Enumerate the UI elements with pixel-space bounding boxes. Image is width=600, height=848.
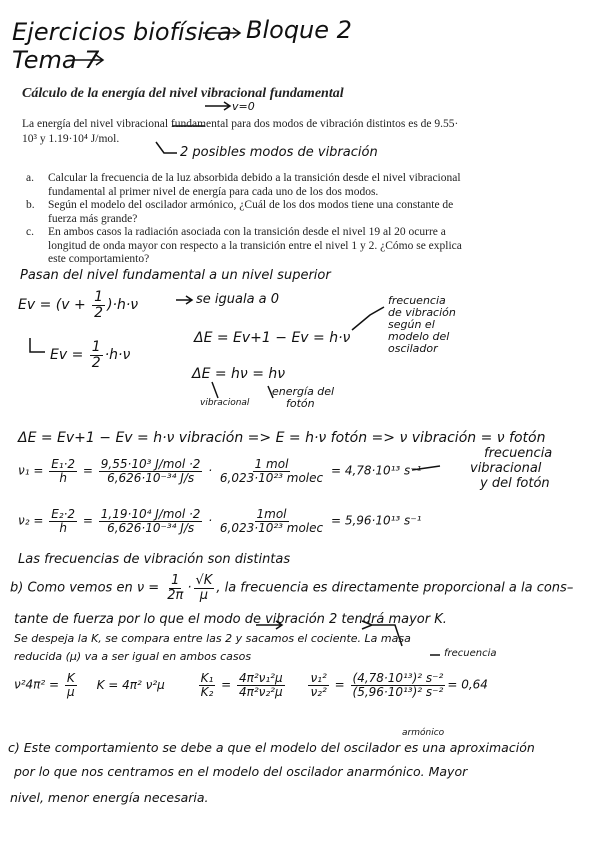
b-dot: · [187, 580, 192, 596]
item-text: fuerza más grande? [48, 212, 138, 225]
fv-label: y del fotón [480, 476, 550, 491]
frac-den: 2 [91, 354, 101, 371]
problem-item-c [26, 226, 586, 267]
intro-part-b: fundamental [170, 118, 229, 130]
freq-label: de vibración [388, 306, 456, 319]
photon-label: energía del [272, 385, 335, 398]
frac-num: 9,55·10³ J/mol ·2 [100, 457, 201, 471]
header-topic: Tema 7 [12, 46, 100, 74]
note-v0: v=0 [232, 100, 255, 113]
item-text: fundamental al primer nivel de energía para cada uno de los dos modos. [48, 185, 379, 198]
note-vibracional: vibracional [200, 398, 250, 408]
frac-num: K₁ [200, 671, 214, 685]
freq-label: frecuencia [388, 294, 446, 307]
frac-num: 1 mol [254, 457, 289, 471]
eq-ev2-rhs: ·h·ν [104, 347, 131, 364]
eq-k-frac-f [351, 672, 446, 698]
problem-intro [22, 118, 458, 130]
eq-ev-rhs: )·h·ν [107, 297, 139, 314]
b-frac-2 [194, 574, 215, 602]
eq-delta-e-hv: ΔE = hν = hν [192, 366, 286, 382]
header-title: Ejercicios biofísica [12, 18, 232, 46]
eq-k-frac-a [65, 672, 77, 698]
v2-result: = 5,96·10¹³ s⁻¹ [330, 513, 422, 528]
b-frac-1 [165, 574, 185, 602]
note-two-modes: 2 posibles modos de vibración [180, 145, 378, 160]
frac-num: (4,78·10¹³)² s⁻² [352, 671, 444, 685]
frac-num: K [66, 671, 75, 685]
frac-den: h [59, 470, 67, 485]
frac-den: μ [199, 587, 209, 603]
intro-part-c: para dos modos de vibración distintos es de 9.55· [231, 118, 459, 130]
arrow-two-modes [156, 142, 177, 153]
frac-den: 6,626·10⁻³⁴ J/s [107, 520, 195, 535]
eq-k-frac-c [199, 672, 216, 698]
frac-den: K₂ [200, 684, 214, 699]
frac-den: 6,023·10²³ molec [219, 520, 324, 535]
part-c-line2: por lo que nos centramos en el modelo del oscilador anarmónico. Mayor [14, 764, 468, 779]
frac-num: 1 [171, 573, 180, 588]
note-freq-small: frecuencia [444, 648, 497, 659]
item-text: Calcular la frecuencia de la luz absorbida debido a la transición desde el nivel vibracional [48, 172, 461, 184]
part-c-line1: c) Este comportamiento se debe a que el modelo del oscilador es una aproximación [8, 740, 535, 755]
frac-den: 4π²ν₂²μ [239, 684, 283, 699]
part-b-line4: reducida (μ) va a ser igual en ambos casos [14, 650, 252, 663]
eq-ev-frac [92, 290, 105, 320]
eq-delta-e: ΔE = Ev+1 − Ev = h·ν [194, 330, 351, 346]
eq-ev-lhs: Ev = (v + [18, 297, 91, 314]
eq-k-frac-e [308, 672, 328, 698]
eq-v2: ν₂ = $\frac{\text{E₂·2}}{h}$ = $\frac{\text{1,19·10⁴ J/mol ·2}}{\text{6,626·10⁻³⁴ J/s}}$ · $\frac{\text{1mol}}{\text{6,023·10²³ molec}}$ = 5,96·10¹³ s⁻¹ [18, 507, 422, 535]
item-mark: c. [26, 226, 34, 238]
b-text: b) Como vemos en ν = [10, 580, 164, 596]
problem-item-a [26, 172, 586, 199]
item-mark: b. [26, 199, 35, 211]
fv-label: vibracional [470, 461, 542, 476]
v1-label: ν₁ = [18, 463, 44, 478]
frac-num: 1mol [256, 507, 287, 521]
frac-den: h [59, 520, 67, 535]
frac-den: 6,023·10²³ molec [219, 470, 324, 485]
eq-ev2 [50, 340, 130, 370]
v1-result: = 4,78·10¹³ s⁻¹ [330, 463, 422, 478]
intro-part-a: La energía del nivel vibracional [22, 118, 169, 130]
part-b-line3: Se despeja la K, se compara entre las 2 y sacamos el cociente. La masa [14, 632, 411, 645]
problem-intro-line2: 10³ y 1.19·10⁴ J/mol. [22, 133, 120, 145]
eq-ev [18, 290, 138, 320]
freq-label: oscilador [388, 342, 438, 355]
eq-ev2-lhs: Ev = [50, 347, 88, 364]
frac-num: E₂·2 [51, 507, 76, 521]
eq-k: ν²4π² = $\frac{K}{\mu}$ K = 4π² ν²μ $\frac{\text{K₁}}{\text{K₂}}$ = $\frac{\text{4π²ν₁²μ}}{\text{4π²ν₂²μ}}$ $\frac{\text{ν₁²}}{\text{ν₂²}}$ = $\frac{\text{(4,78·10¹³)² s⁻²}}{\text{(5,96·10¹³)² s⁻²}}$ = 0,64 [14, 671, 488, 699]
tick-vib [212, 382, 218, 398]
frac-num: 1 [94, 289, 104, 305]
problem-title: Cálculo de la energía del nivel vibracional fundamental [22, 86, 344, 101]
part-b-line2: tante de fuerza por lo que el modo de vibración 2 tendrá mayor K. [14, 612, 447, 627]
header-block: Bloque 2 [246, 16, 352, 44]
item-text: este comportamiento? [48, 253, 150, 265]
fv-label: frecuencia [484, 446, 553, 461]
frac-num: ν₁² [310, 671, 327, 685]
item-text: longitud de onda mayor con respecto a la transición entre el nivel 1 y 2. ¿Cómo se explica [48, 239, 462, 252]
eq-v1: ν₁ = $\frac{\text{E₁·2}}{h}$ = $\frac{\text{9,55·10³ J/mol ·2}}{\text{6,626·10⁻³⁴ J/s}}$ · $\frac{\text{1 mol}}{\text{6,023·10²³ molec}}$ = 4,78·10¹³ s⁻¹ [18, 457, 422, 485]
freq-label: según el [388, 318, 435, 331]
eq-k-a: ν²4π² = [14, 677, 63, 692]
v1-frac-3 [218, 458, 325, 484]
arrow-ev [30, 338, 45, 352]
v1-frac-2 [99, 458, 203, 484]
v2-frac-2 [99, 508, 203, 534]
problem-items [26, 172, 586, 267]
frac-num: 1,19·10⁴ J/mol ·2 [100, 507, 201, 521]
frac-den: 2 [94, 304, 104, 321]
frac-num: √K [195, 573, 213, 588]
eq-k-b: K = 4π² ν²μ [96, 677, 165, 692]
eq-ev2-frac [90, 340, 103, 370]
note-photon-energy [272, 386, 334, 410]
frac-den: 6,626·10⁻³⁴ J/s [107, 470, 195, 485]
note-distinct: Las frecuencias de vibración son distintas [18, 552, 291, 567]
arrow-equals0 [176, 296, 192, 304]
note-armonico: armónico [402, 728, 445, 738]
frac-num: 4π²ν₁²μ [239, 671, 283, 685]
eq-k-result: = 0,64 [447, 677, 488, 692]
frac-den: (5,96·10¹³)² s⁻² [352, 684, 444, 699]
v2-frac-3 [218, 508, 325, 534]
note-pass: Pasan del nivel fundamental a un nivel superior [20, 268, 331, 283]
frac-den: ν₂² [310, 684, 327, 699]
item-mark: a. [26, 172, 34, 184]
frac-num: 1 [91, 339, 101, 355]
arrow-freq [352, 307, 384, 330]
part-b-line1 [10, 574, 573, 602]
b-text: , la frecuencia es directamente proporcional a la cons– [216, 580, 574, 596]
note-freq-vib-photon [470, 446, 552, 491]
frac-num: E₁·2 [51, 457, 76, 471]
item-text: Según el modelo del oscilador armónico, ¿Cuál de los dos modos tiene una constante de [48, 199, 454, 211]
frac-den: 2π [167, 587, 184, 603]
v2-frac-1 [49, 508, 77, 534]
frac-den: μ [66, 684, 75, 699]
v1-frac-1 [49, 458, 77, 484]
item-text: En ambos casos la radiación asociada con la transición desde el nivel 19 al 20 ocurre a [48, 226, 446, 238]
eq-long: ΔE = Ev+1 − Ev = h·ν vibración => E = h·ν fotón => ν vibración = ν fotón [18, 430, 546, 446]
v2-label: ν₂ = [18, 513, 44, 528]
freq-label: modelo del [388, 330, 450, 343]
part-c-line3: nivel, menor energía necesaria. [10, 790, 209, 805]
note-equals0: se iguala a 0 [196, 292, 280, 307]
eq-k-frac-d [237, 672, 285, 698]
note-freq-model [388, 295, 456, 355]
photon-label: fotón [286, 397, 315, 410]
arrow-v0 [205, 102, 230, 110]
problem-item-b [26, 199, 586, 226]
